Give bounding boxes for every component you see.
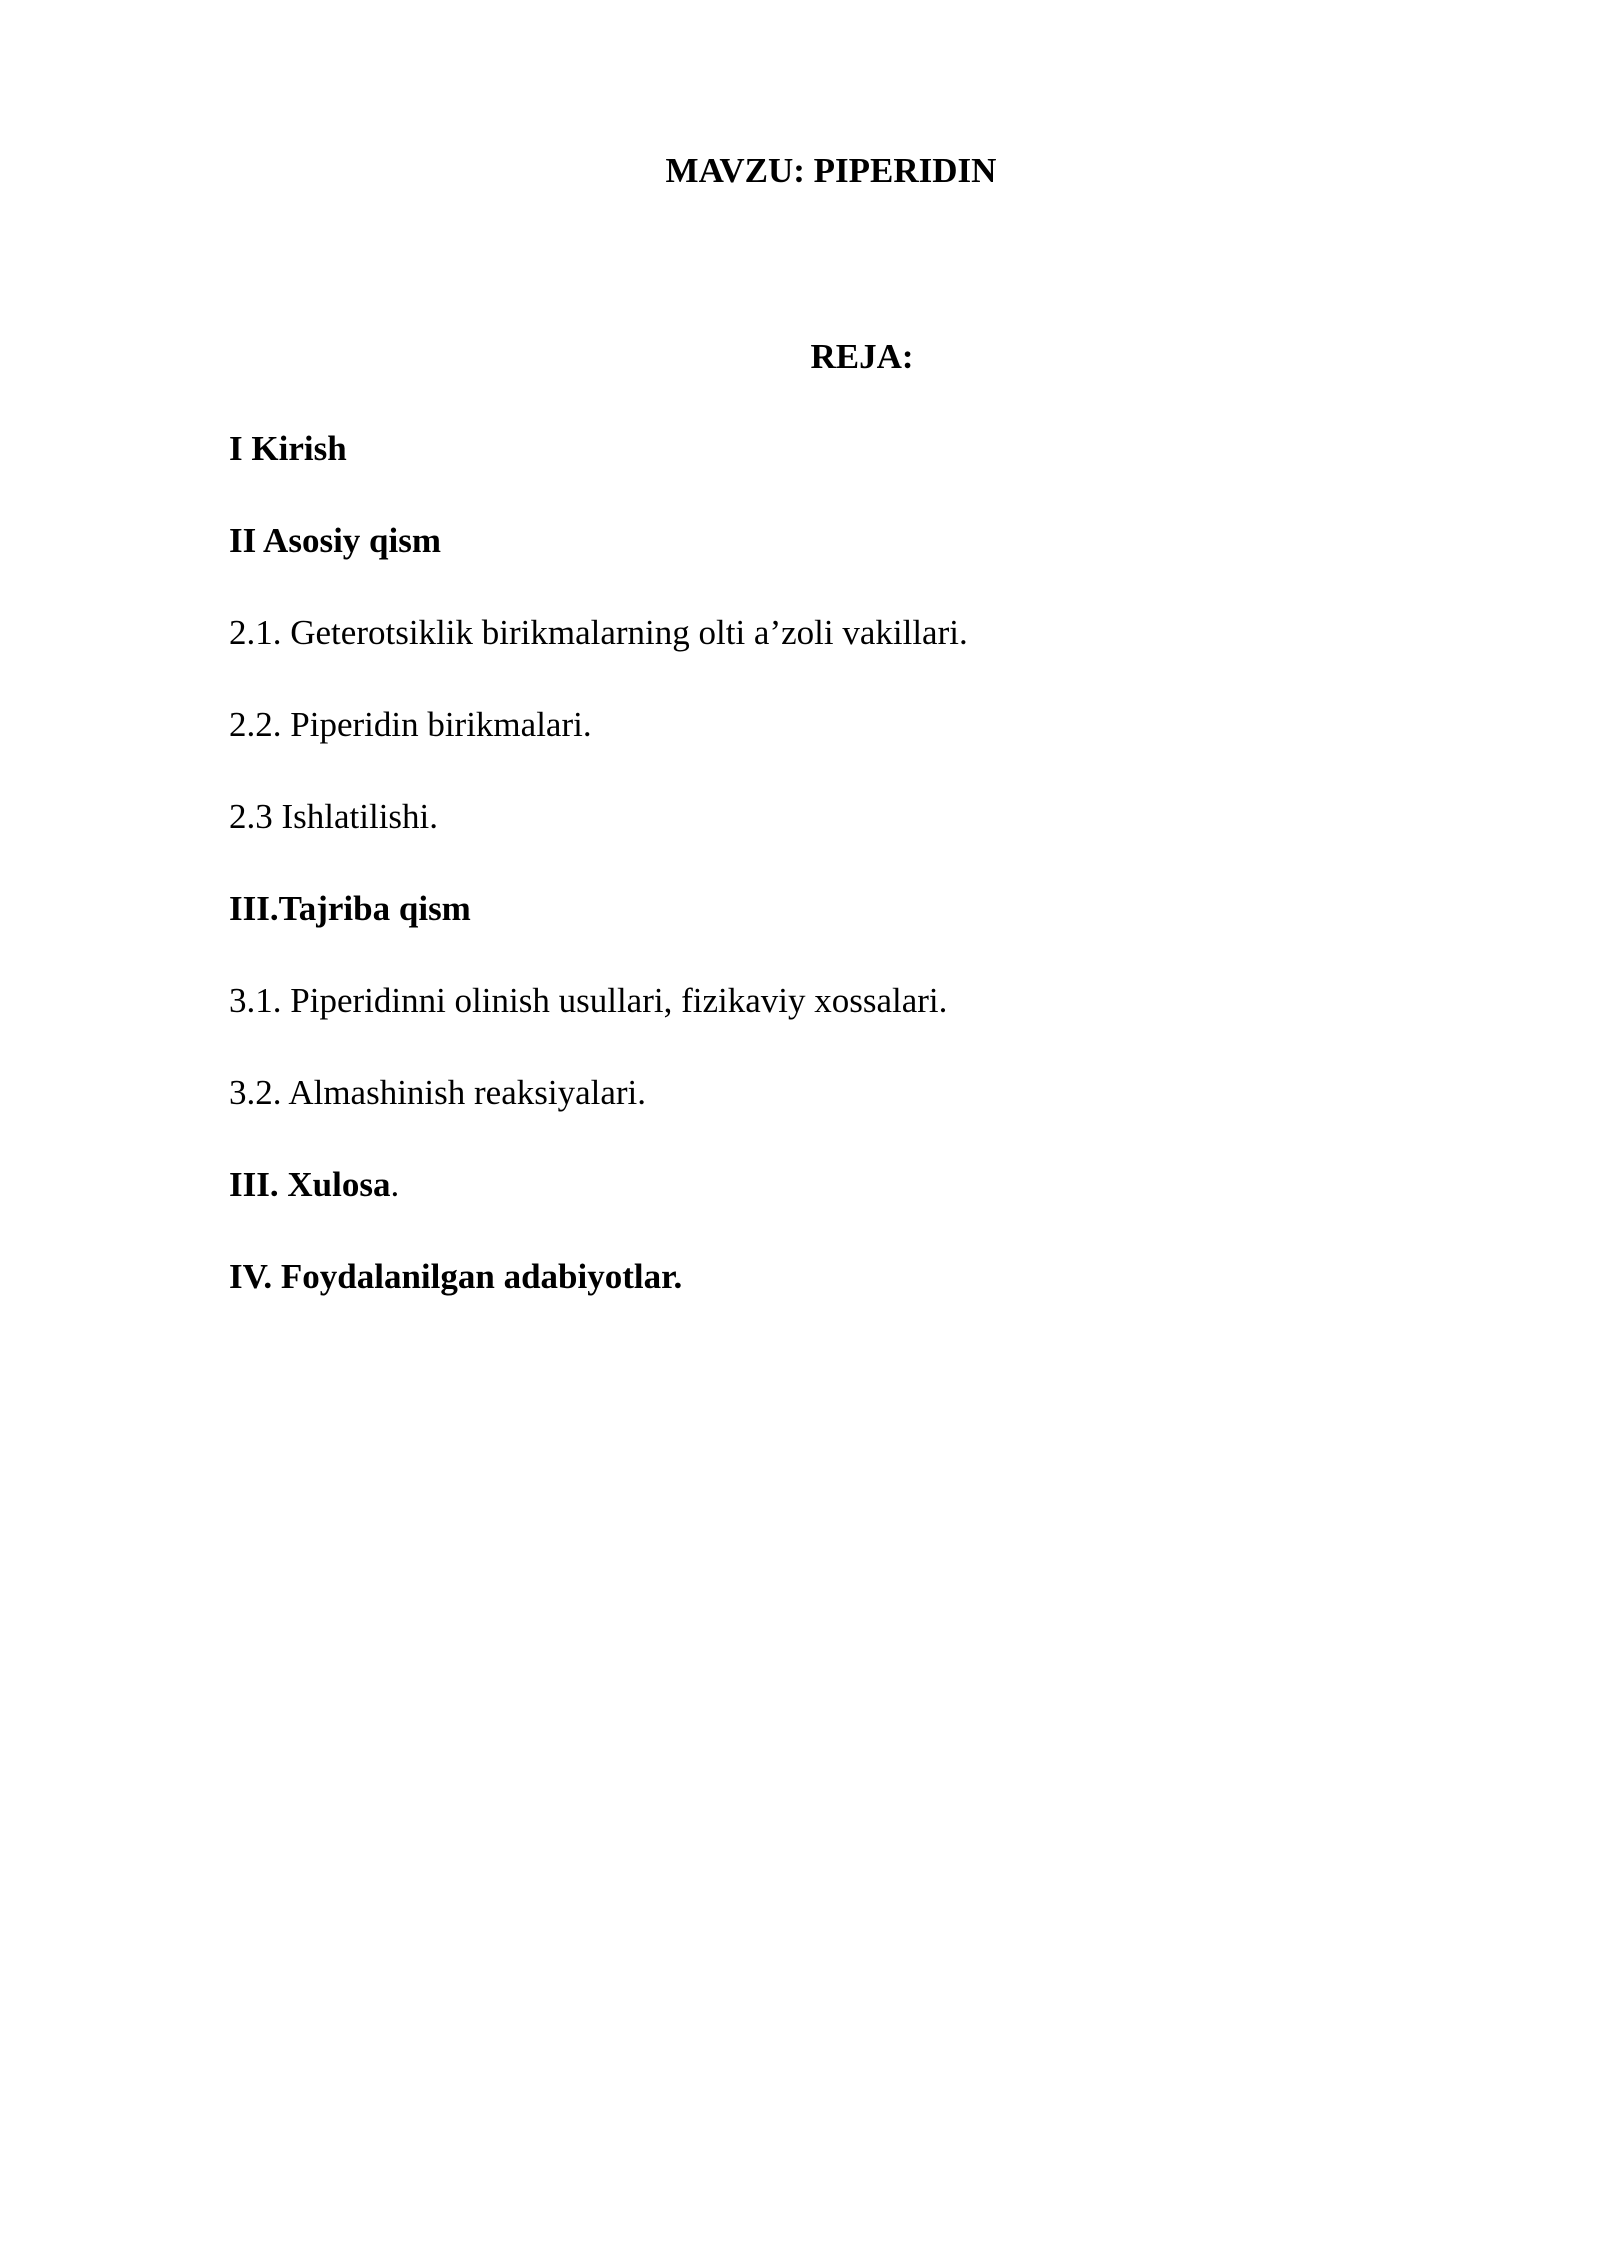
outline-item-introduction <box>229 428 1429 520</box>
document-title: MAVZU: PIPERIDIN <box>665 151 997 190</box>
outline-item-main-part <box>229 520 1429 612</box>
outline-item-3-2 <box>229 1072 1429 1164</box>
outline-item-2-2 <box>229 704 1429 796</box>
outline-item-text: III.Tajriba qism <box>229 889 471 928</box>
outline-item-2-1 <box>229 612 1429 704</box>
outline-item-conclusion <box>229 1164 1429 1256</box>
outline-item-experimental-part <box>229 888 1429 980</box>
outline-item-text: III. Xulosa <box>229 1165 391 1204</box>
outline-item-references <box>229 1256 1429 1348</box>
outline-item-text: IV. Foydalanilgan adabiyotlar. <box>229 1257 683 1296</box>
outline-item-text: 2.1. Geterotsiklik birikmalarning olti a’zoli vakillari. <box>229 613 968 652</box>
outline-item-text: 2.2. Piperidin birikmalari. <box>229 705 592 744</box>
plan-heading: REJA: <box>810 337 914 376</box>
outline-item-text: 3.2. Almashinish reaksiyalari. <box>229 1073 647 1112</box>
outline-item-3-1 <box>229 980 1429 1072</box>
outline-list <box>229 428 1429 1348</box>
outline-item-tail: . <box>390 1165 400 1204</box>
outline-item-text: I Kirish <box>229 429 347 468</box>
outline-item-text: 2.3 Ishlatilishi. <box>229 797 439 836</box>
outline-item-text: 3.1. Piperidinni olinish usullari, fizikaviy xossalari. <box>229 981 948 1020</box>
outline-item-2-3 <box>229 796 1429 888</box>
outline-item-text: II Asosiy qism <box>229 521 442 560</box>
